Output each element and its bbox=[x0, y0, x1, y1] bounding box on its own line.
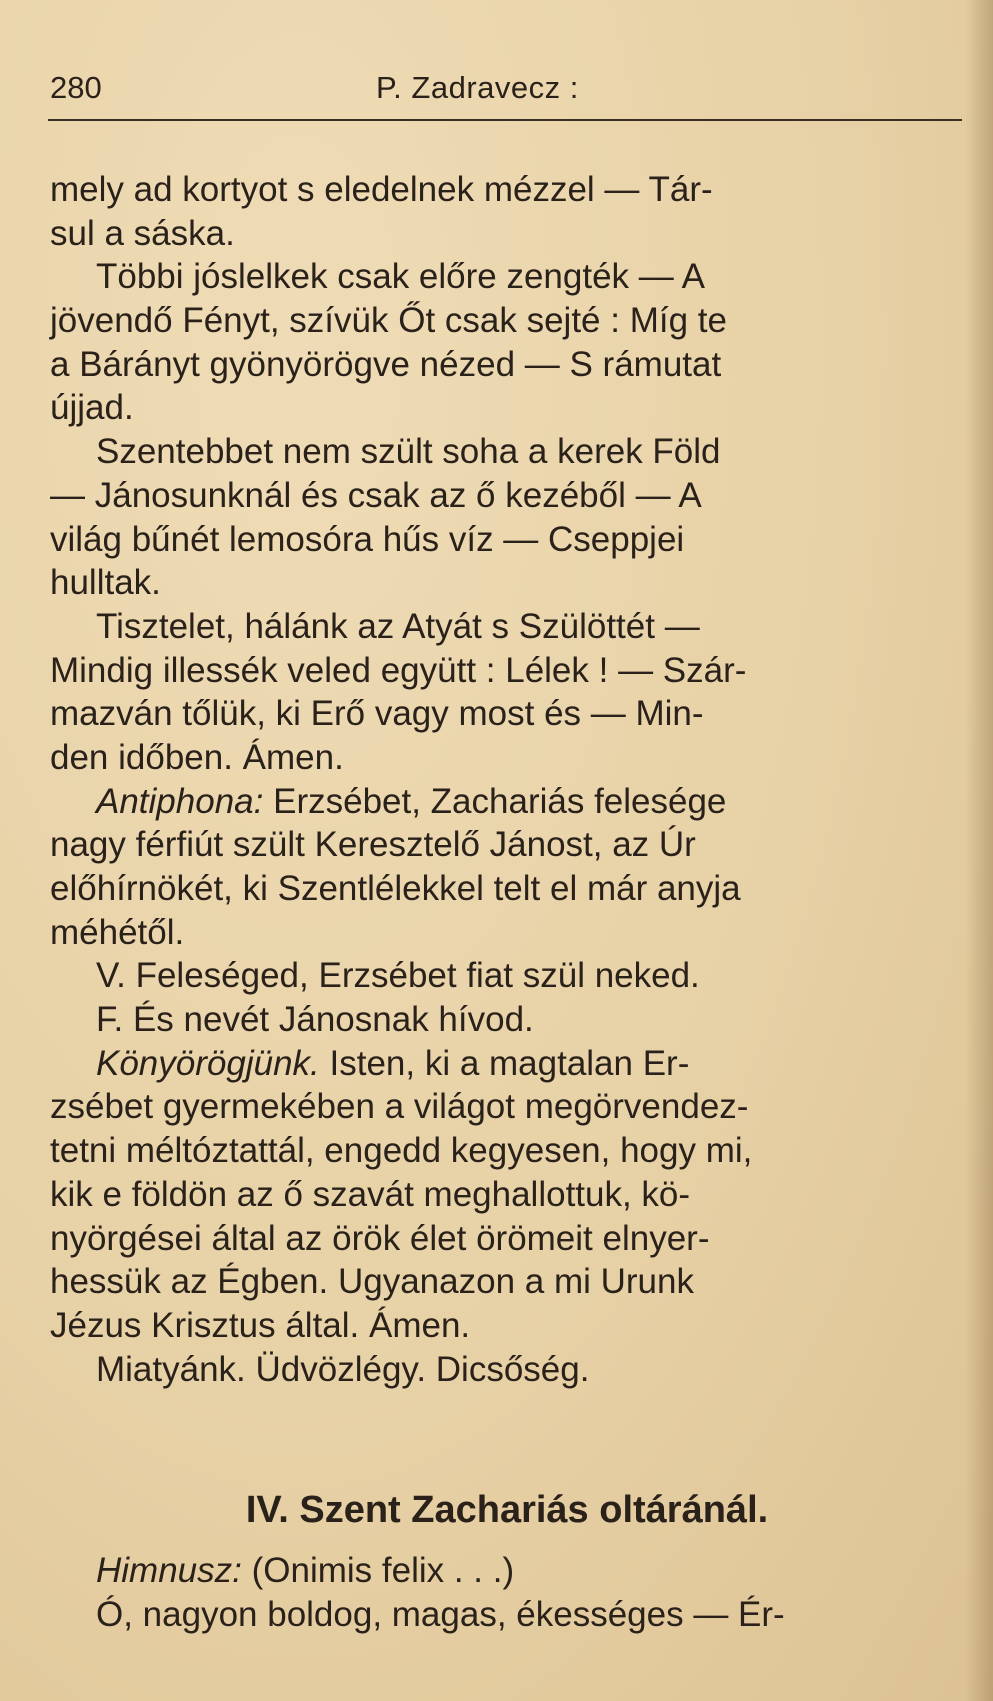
text-line: — Jánosunknál és csak az ő kezéből — A bbox=[50, 475, 702, 515]
text-line: Jézus Krisztus által. Ámen. bbox=[50, 1305, 471, 1345]
text-line: Antiphona: Erzsébet, Zachariás felesége bbox=[96, 781, 727, 821]
page-number: 280 bbox=[50, 70, 102, 105]
text-line: Himnusz: (Onimis felix . . .) bbox=[96, 1551, 515, 1590]
text-line: zsébet gyermekében a világot megörvendez- bbox=[50, 1087, 749, 1127]
hymn-text bbox=[50, 1549, 964, 1636]
text-line: méhétől. bbox=[50, 912, 185, 952]
text-line: Tisztelet, hálánk az Atyát s Szülöttét — bbox=[96, 606, 700, 646]
text-line: Miatyánk. Üdvözlégy. Dicsőség. bbox=[96, 1349, 590, 1389]
body-text bbox=[50, 168, 964, 1391]
page-edge-shadow bbox=[965, 0, 993, 1701]
text-line: hessük az Égben. Ugyanazon a mi Urunk bbox=[50, 1262, 694, 1302]
text-line: nyörgései által az örök élet örömeit elnyer- bbox=[50, 1218, 710, 1258]
prayer-label: Könyörögjünk. bbox=[96, 1043, 320, 1083]
text-line: világ bűnét lemosóra hűs víz — Cseppjei bbox=[50, 519, 685, 559]
text-line: a Bárányt gyönyörögve nézed — S rámutat bbox=[50, 344, 722, 384]
text-line: Szentebbet nem szült soha a kerek Föld bbox=[96, 432, 721, 472]
page-header bbox=[50, 66, 964, 110]
text-line: jövendő Fényt, szívük Őt csak sejté : Míg te bbox=[50, 301, 727, 341]
header-rule bbox=[48, 119, 962, 121]
versicle-line: V. Feleséged, Erzsébet fiat szül neked. bbox=[96, 956, 700, 996]
text-line: nagy férfiút szült Keresztelő Jánost, az Úr bbox=[50, 825, 696, 865]
text-line: kik e földön az ő szavát meghallottuk, kö- bbox=[50, 1174, 691, 1214]
text-line: Mindig illessék veled együtt : Lélek ! — Szár- bbox=[50, 650, 747, 690]
text-line: sul a sáska. bbox=[50, 213, 235, 253]
text-line: Ó, nagyon boldog, magas, ékességes — Ér- bbox=[96, 1594, 785, 1634]
text-line: mazván tőlük, ki Erő vagy most és — Min- bbox=[50, 694, 704, 734]
running-head: P. Zadravecz : bbox=[376, 70, 579, 105]
text-line: előhírnökét, ki Szentlélekkel telt el már anyja bbox=[50, 869, 741, 908]
hymn-label: Himnusz: bbox=[96, 1551, 242, 1590]
text-line: Könyörögjünk. Isten, ki a magtalan Er- bbox=[96, 1043, 690, 1083]
text-line: Többi jóslelkek csak előre zengték — A bbox=[96, 257, 705, 297]
text-line: den időben. Ámen. bbox=[50, 737, 344, 777]
text-line: hulltak. bbox=[50, 563, 161, 603]
section-title: IV. Szent Zachariás oltáránál. bbox=[245, 1489, 769, 1531]
text-line: újjad. bbox=[50, 388, 134, 428]
text-line: mely ad kortyot s eledelnek mézzel — Tár- bbox=[50, 170, 713, 209]
antiphona-label: Antiphona: bbox=[96, 781, 264, 821]
text-line: tetni méltóztattál, engedd kegyesen, hogy mi, bbox=[50, 1131, 753, 1171]
response-line: F. És nevét Jánosnak hívod. bbox=[96, 1000, 534, 1040]
